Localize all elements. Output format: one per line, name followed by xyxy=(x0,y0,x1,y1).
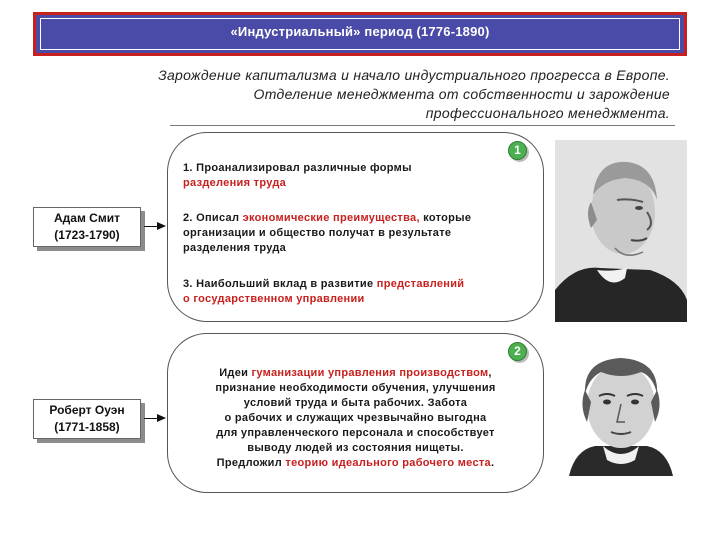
smith-item-3 xyxy=(183,277,464,307)
owen-line-7-highlight: теорию идеального рабочего места xyxy=(285,457,491,469)
owen-portrait xyxy=(555,350,687,476)
owen-line-2: признание необходимости обучения, улучшения xyxy=(215,382,496,394)
badge-2: 2 xyxy=(508,342,527,361)
smith-item-1 xyxy=(183,161,412,191)
subtitle-line-3: профессионального менеджмента. xyxy=(425,105,670,121)
owen-line-1-post: , xyxy=(488,367,492,379)
owen-line-4: о рабочих и служащих чрезвычайно выгодна xyxy=(224,412,487,424)
page-title: «Индустриальный» период (1776-1890) xyxy=(230,24,490,39)
owen-line-3: условий труда и быта рабочих. Забота xyxy=(243,397,468,409)
smith-item-3-line-1 xyxy=(183,277,464,292)
smith-item-1-highlight: разделения труда xyxy=(183,177,287,189)
owen-line-1-highlight: гуманизации управления производством xyxy=(251,367,489,379)
smith-item-2-line-1 xyxy=(183,211,471,226)
smith-name: Адам Смит xyxy=(54,211,120,225)
smith-item-3-highlight-2: о государственном управлении xyxy=(183,293,365,305)
owen-line-7-pre: Предложил xyxy=(216,457,286,469)
smith-arrow xyxy=(144,226,164,227)
owen-line-1-pre: Идеи xyxy=(219,367,252,379)
owen-line-7 xyxy=(172,456,539,471)
smith-item-1-text: 1. Проанализировал различные формы xyxy=(183,162,412,174)
owen-description xyxy=(172,366,539,471)
smith-item-3-pre: 3. Наибольший вклад в развитие xyxy=(183,278,377,290)
owen-line-7-post: . xyxy=(490,457,495,469)
smith-portrait-image xyxy=(555,140,687,322)
smith-years: (1723-1790) xyxy=(54,228,120,242)
subtitle-line-2: Отделение менеджмента от собственности и зарождение xyxy=(253,86,670,102)
owen-line-6: выводу людей из состояния нищеты. xyxy=(247,442,464,454)
smith-item-2-highlight: экономические преимущества, xyxy=(242,212,420,224)
owen-name-box xyxy=(33,399,141,439)
owen-portrait-image xyxy=(555,350,687,476)
smith-item-2-line-2: организации и общество получат в результате xyxy=(183,227,452,239)
smith-item-2 xyxy=(183,211,471,256)
badge-1: 1 xyxy=(508,141,527,160)
owen-line-5: для управленческого персонала и способствует xyxy=(216,427,495,439)
owen-name: Роберт Оуэн xyxy=(49,403,125,417)
smith-item-3-highlight-1: представлений xyxy=(376,278,465,290)
owen-years: (1771-1858) xyxy=(54,420,120,434)
smith-item-2-pre: 2. Описал xyxy=(183,212,243,224)
owen-line-1 xyxy=(172,366,539,381)
smith-item-2-line-3: разделения труда xyxy=(183,242,287,254)
smith-name-box xyxy=(33,207,141,247)
smith-item-2-post: которые xyxy=(419,212,472,224)
subtitle-line-1: Зарождение капитализма и начало индустриального прогресса в Европе. xyxy=(158,67,670,83)
separator-line xyxy=(170,125,675,126)
smith-portrait xyxy=(555,140,687,322)
owen-arrow xyxy=(144,418,164,419)
